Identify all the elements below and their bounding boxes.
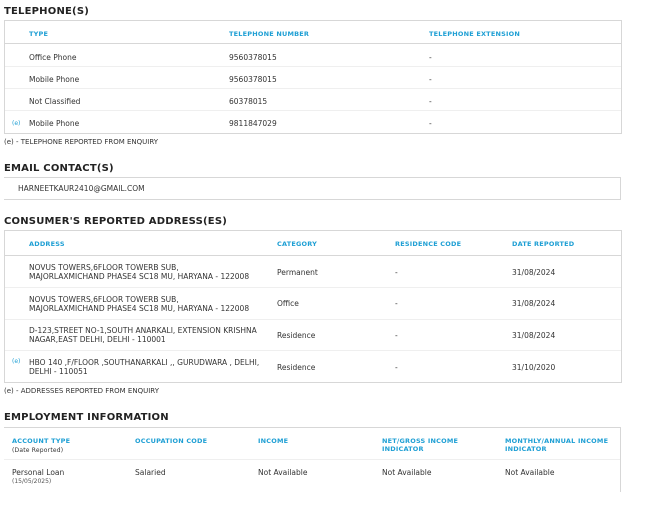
header-income: INCOME xyxy=(258,437,289,445)
email-item: HARNEETKAUR2410@GMAIL.COM xyxy=(18,184,145,193)
address-category: Permanent xyxy=(277,268,318,277)
phone-type: Mobile Phone xyxy=(29,119,80,128)
telephones-note: (e) - TELEPHONE REPORTED FROM ENQUIRY xyxy=(4,138,159,146)
enquiry-marker: (e) xyxy=(12,358,21,365)
address-residence-code: - xyxy=(395,268,398,277)
header-date-reported-sub: (Date Reported) xyxy=(12,447,64,454)
address-line1: HBO 140 ,F/FLOOR ,SOUTHANARKALI ,, GURUDWARA , DELHI, xyxy=(29,358,260,367)
phone-number: 9560378015 xyxy=(229,53,277,62)
phone-extension: - xyxy=(429,97,432,106)
header-monthly-line1: MONTHLY/ANNUAL INCOME xyxy=(505,437,609,445)
address-category: Office xyxy=(277,299,299,308)
employment-title: EMPLOYMENT INFORMATION xyxy=(4,412,169,423)
address-line1: D-123,STREET NO-1,SOUTH ANARKALI, EXTENSION KRISHNA xyxy=(29,326,257,335)
address-category: Residence xyxy=(277,363,316,372)
address-date: 31/08/2024 xyxy=(512,299,556,308)
address-date: 31/08/2024 xyxy=(512,268,556,277)
employment-account-type-value: Personal Loan xyxy=(12,468,65,477)
header-account-type xyxy=(12,437,70,454)
emails-title: EMAIL CONTACT(S) xyxy=(4,163,114,174)
address-residence-code: - xyxy=(395,331,398,340)
addresses-note: (e) - ADDRESSES REPORTED FROM ENQUIRY xyxy=(4,387,159,395)
emails-list xyxy=(4,177,621,200)
address-line2: NAGAR,EAST DELHI, DELHI - 110001 xyxy=(29,335,166,344)
employment-date-reported: (15/05/2025) xyxy=(12,478,52,485)
enquiry-marker: (e) xyxy=(12,120,21,127)
address-text xyxy=(29,358,259,376)
header-residence-code: RESIDENCE CODE xyxy=(395,240,462,248)
employment-account-type xyxy=(12,468,64,486)
phone-type: Mobile Phone xyxy=(29,75,80,84)
header-account-type-label: ACCOUNT TYPE xyxy=(12,437,71,445)
employment-monthly-annual: Not Available xyxy=(505,468,555,477)
phone-number: 9560378015 xyxy=(229,75,277,84)
address-line2: DELHI - 110051 xyxy=(29,367,88,376)
phone-type: Not Classified xyxy=(29,97,81,106)
header-occupation-code: OCCUPATION CODE xyxy=(135,437,208,445)
address-line2: MAJORLAXMICHAND PHASE4 SC18 MU, HARYANA - 122008 xyxy=(29,304,250,313)
address-line2: MAJORLAXMICHAND PHASE4 SC18 MU, HARYANA - 122008 xyxy=(29,272,250,281)
header-net-gross-income xyxy=(382,437,458,453)
header-telephone-number: TELEPHONE NUMBER xyxy=(229,30,310,38)
telephones-title: TELEPHONE(S) xyxy=(4,6,89,17)
header-monthly-line2: INDICATOR xyxy=(505,445,547,453)
header-address: ADDRESS xyxy=(29,240,65,248)
address-residence-code: - xyxy=(395,299,398,308)
address-text xyxy=(29,263,249,281)
address-residence-code: - xyxy=(395,363,398,372)
employment-table xyxy=(4,427,621,492)
header-monthly-annual-income xyxy=(505,437,608,453)
address-line1: NOVUS TOWERS,6FLOOR TOWERB SUB, xyxy=(29,295,179,304)
phone-extension: - xyxy=(429,119,432,128)
header-net-gross-line2: INDICATOR xyxy=(382,445,424,453)
phone-number: 9811847029 xyxy=(229,119,277,128)
address-category: Residence xyxy=(277,331,316,340)
address-line1: NOVUS TOWERS,6FLOOR TOWERB SUB, xyxy=(29,263,179,272)
employment-occupation: Salaried xyxy=(135,468,166,477)
phone-extension: - xyxy=(429,75,432,84)
telephones-table xyxy=(4,20,622,134)
header-category: CATEGORY xyxy=(277,240,317,248)
phone-type: Office Phone xyxy=(29,53,77,62)
address-date: 31/08/2024 xyxy=(512,331,556,340)
employment-income: Not Available xyxy=(258,468,308,477)
phone-extension: - xyxy=(429,53,432,62)
address-text xyxy=(29,326,257,344)
addresses-title: CONSUMER'S REPORTED ADDRESS(ES) xyxy=(4,216,228,227)
header-telephone-extension: TELEPHONE EXTENSION xyxy=(429,30,520,38)
employment-net-gross: Not Available xyxy=(382,468,432,477)
header-date-reported: DATE REPORTED xyxy=(512,240,575,248)
header-net-gross-line1: NET/GROSS INCOME xyxy=(382,437,459,445)
address-date: 31/10/2020 xyxy=(512,363,556,372)
address-text xyxy=(29,295,249,313)
addresses-table xyxy=(4,230,622,383)
header-type: TYPE xyxy=(29,30,49,38)
phone-number: 60378015 xyxy=(229,97,268,106)
